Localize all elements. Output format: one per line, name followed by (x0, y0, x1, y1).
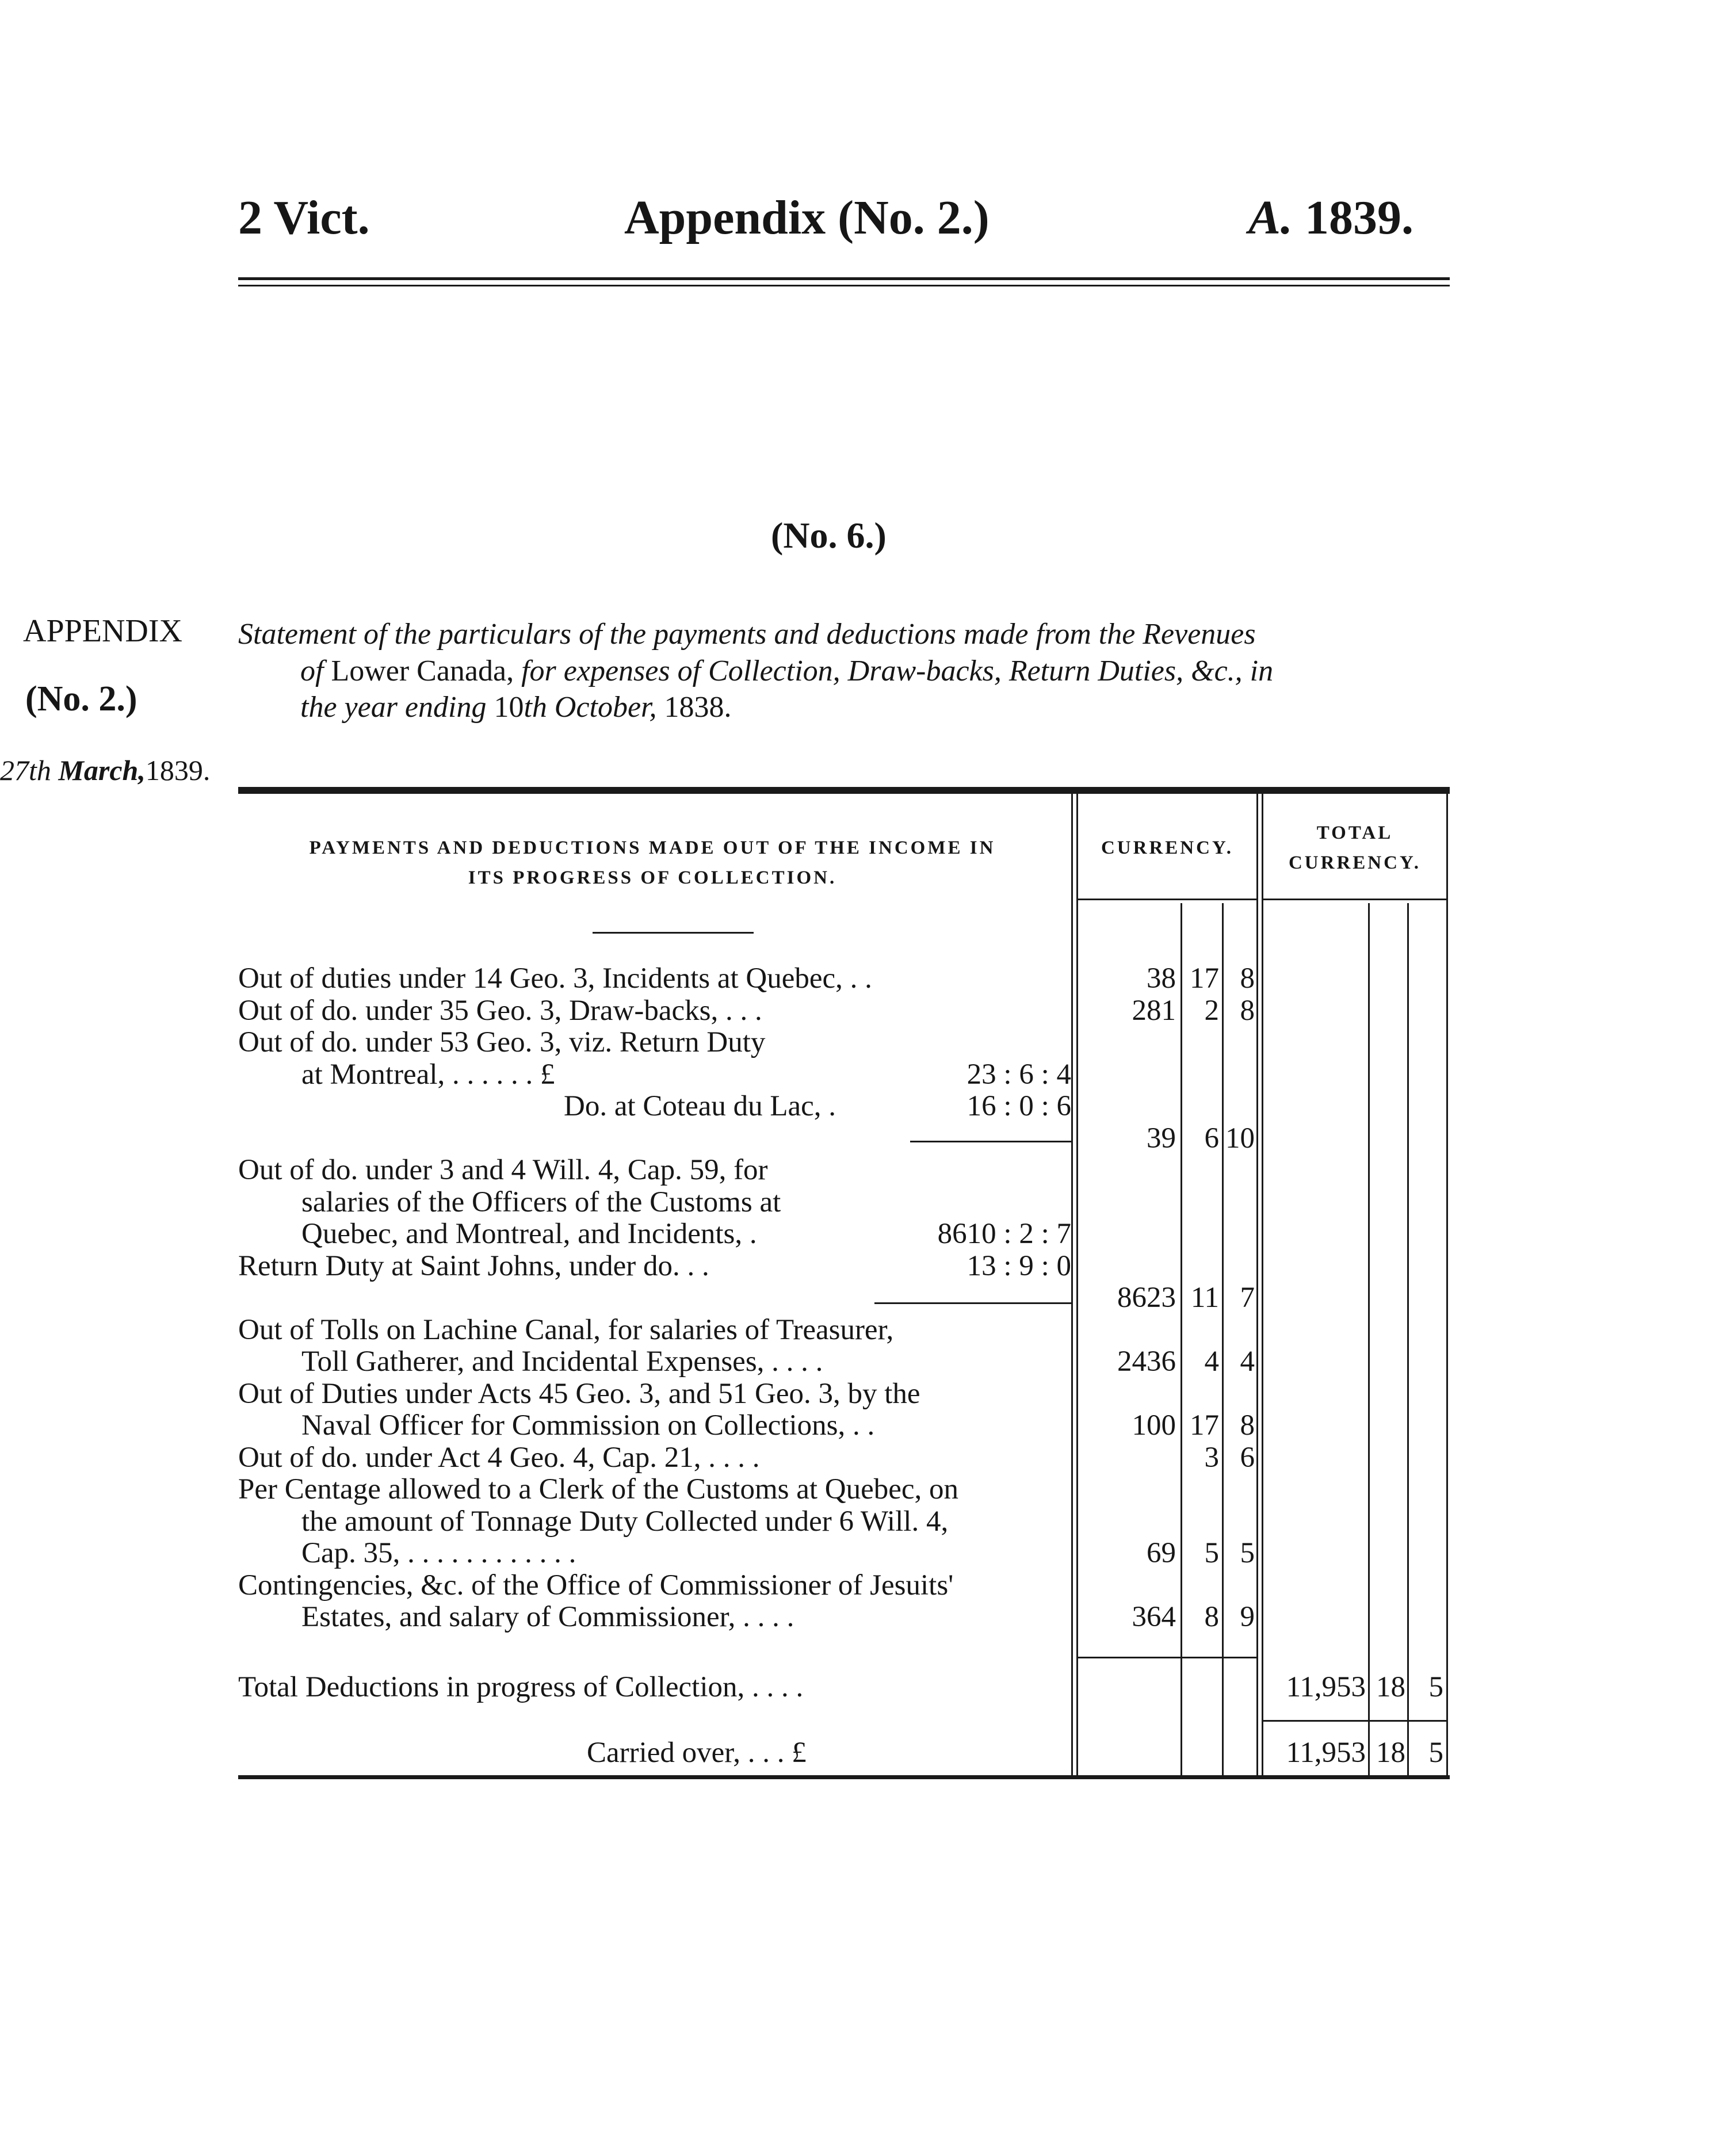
row-pence: 5 (1240, 1537, 1255, 1569)
row-text: Estates, and salary of Commissioner, . . . . (301, 1601, 794, 1633)
row-pounds: 8623 (1117, 1282, 1176, 1314)
row-pounds: 38 (1147, 962, 1176, 995)
statement-of: of (300, 655, 324, 687)
row-subamount: 8610 : 2 : 7 (937, 1218, 1071, 1250)
row-subamount: 13 : 9 : 0 (966, 1249, 1071, 1282)
carried-shillings: 18 (1376, 1737, 1405, 1769)
row-shillings: 17 (1190, 962, 1219, 995)
row-pounds: 100 (1132, 1409, 1176, 1442)
currency-head-rule (1078, 899, 1256, 900)
header-right-letter: A. (1248, 191, 1293, 244)
col-head-payments-line1: PAYMENTS AND DEDUCTIONS MADE OUT OF THE INCOME IN (309, 838, 996, 858)
currency-d-divider (1222, 903, 1224, 1775)
row-text: salaries of the Officers of the Customs at (301, 1186, 781, 1218)
row-shillings: 2 (1204, 994, 1219, 1027)
row-text: Toll Gatherer, and Incidental Expenses, . . . . (301, 1345, 823, 1378)
row-text: Cap. 35, . . . . . . . . . . . . (301, 1537, 576, 1569)
header-center: Appendix (No. 2.) (624, 191, 990, 244)
statement-line-2 (300, 654, 1273, 688)
row-text: Per Centage allowed to a Clerk of the Customs at Quebec, on (238, 1473, 959, 1505)
total-s-divider (1368, 903, 1370, 1775)
total-text: Total Deductions in progress of Collection, . . . . (238, 1671, 804, 1703)
carried-over-text: Carried over, . . . £ (587, 1737, 807, 1769)
row-text: Out of Duties under Acts 45 Geo. 3, and 51 Geo. 3, by the (238, 1377, 920, 1410)
row-pence: 7 (1240, 1282, 1255, 1314)
row-shillings: 5 (1204, 1537, 1219, 1569)
row-pence: 10 (1225, 1122, 1255, 1155)
col-head-currency: CURRENCY. (1101, 838, 1234, 858)
subtotal-rule-2 (874, 1302, 1071, 1304)
statement-month: th October, (524, 691, 657, 724)
row-shillings: 17 (1190, 1409, 1219, 1442)
subtotal-rule-1 (910, 1141, 1071, 1142)
total-shillings: 18 (1376, 1671, 1405, 1703)
row-pounds: 69 (1147, 1537, 1176, 1569)
total-pence: 5 (1428, 1671, 1443, 1703)
carried-pounds: 11,953 (1286, 1737, 1366, 1769)
table-top-rule (238, 787, 1450, 794)
row-pence: 8 (1240, 962, 1255, 995)
header-right-year: 1839. (1305, 191, 1414, 244)
section-number: (No. 6.) (771, 515, 887, 556)
col-divider-2b (1262, 794, 1263, 1775)
margin-appendix: APPENDIX (23, 613, 182, 649)
margin-date-month: March, (58, 754, 146, 786)
statement-lower-canada: Lower Canada, (331, 655, 514, 687)
row-shillings: 11 (1190, 1282, 1219, 1314)
row-subamount: 23 : 6 : 4 (966, 1058, 1071, 1091)
col-head-total-line1: TOTAL (1316, 823, 1393, 843)
row-text: Naval Officer for Commission on Collections, . . (301, 1409, 875, 1442)
row-text: the amount of Tonnage Duty Collected under 6 Will. 4, (301, 1505, 949, 1538)
col-head-payments-line2: ITS PROGRESS OF COLLECTION. (468, 867, 837, 888)
statement-year: 1838. (664, 691, 732, 724)
row-text: Out of Tolls on Lachine Canal, for salaries of Treasurer, (238, 1313, 894, 1346)
row-text: Out of do. under 35 Geo. 3, Draw-backs, . . . (238, 994, 762, 1027)
row-text: Contingencies, &c. of the Office of Commissioner of Jesuits' (238, 1569, 954, 1601)
margin-date-year: 1839. (145, 754, 211, 786)
header-right (1248, 190, 1413, 246)
row-shillings: 6 (1204, 1122, 1219, 1155)
margin-date (0, 754, 210, 787)
col-divider-1a (1071, 794, 1073, 1775)
row-pence: 9 (1240, 1601, 1255, 1633)
margin-date-day: 27th (0, 754, 51, 786)
col-head-total-line2: CURRENCY. (1288, 853, 1422, 873)
row-shillings: 8 (1204, 1601, 1219, 1633)
carried-pence: 5 (1428, 1737, 1443, 1769)
statement-year-ending: the year ending (300, 691, 487, 724)
row-shillings: 3 (1204, 1441, 1219, 1474)
row-pounds: 281 (1132, 994, 1176, 1027)
row-pence: 6 (1240, 1441, 1255, 1474)
row-text: Quebec, and Montreal, and Incidents, . (301, 1218, 757, 1250)
statement-day: 10 (494, 691, 524, 724)
currency-s-divider (1180, 903, 1182, 1775)
header-rule-bottom (238, 285, 1450, 286)
col-head-total (1263, 818, 1446, 878)
row-pence: 4 (1240, 1345, 1255, 1378)
col-divider-2a (1256, 794, 1258, 1775)
total-pounds: 11,953 (1286, 1671, 1366, 1703)
items-end-rule (1078, 1657, 1256, 1658)
margin-appendix-number: (No. 2.) (25, 679, 137, 718)
row-pounds: 39 (1147, 1122, 1176, 1155)
total-rule (1263, 1720, 1446, 1722)
row-subamount: 16 : 0 : 6 (966, 1090, 1071, 1122)
row-text: Out of do. under Act 4 Geo. 4, Cap. 21, . . . . (238, 1441, 760, 1474)
statement-line-1: Statement of the particulars of the payments and deductions made from the Revenues (238, 618, 1256, 651)
row-pence: 8 (1240, 994, 1255, 1027)
total-d-divider (1407, 903, 1409, 1775)
row-text: at Montreal, . . . . . . £ (301, 1058, 555, 1091)
row-text: Out of do. under 3 and 4 Will. 4, Cap. 59, for (238, 1154, 768, 1186)
header-rule-top (238, 277, 1450, 280)
row-text: Out of duties under 14 Geo. 3, Incidents at Quebec, . . (238, 962, 872, 995)
row-text: Do. at Coteau du Lac, . (564, 1090, 836, 1122)
col-head-payments (238, 833, 1067, 893)
row-pounds: 2436 (1117, 1345, 1176, 1378)
total-head-rule (1263, 899, 1446, 900)
col-head-short-rule (593, 932, 754, 934)
row-pence: 8 (1240, 1409, 1255, 1442)
row-text: Return Duty at Saint Johns, under do. . . (238, 1249, 709, 1282)
table-bottom-rule (238, 1775, 1450, 1779)
header-left: 2 Vict. (238, 191, 370, 244)
row-shillings: 4 (1204, 1345, 1219, 1378)
statement-expenses: for expenses of Collection, Draw-backs, Return Duties, &c., in (521, 655, 1274, 687)
statement-line-3 (300, 690, 732, 724)
col-divider-right (1446, 794, 1448, 1775)
row-pounds: 364 (1132, 1601, 1176, 1633)
row-text: Out of do. under 53 Geo. 3, viz. Return Duty (238, 1026, 766, 1058)
